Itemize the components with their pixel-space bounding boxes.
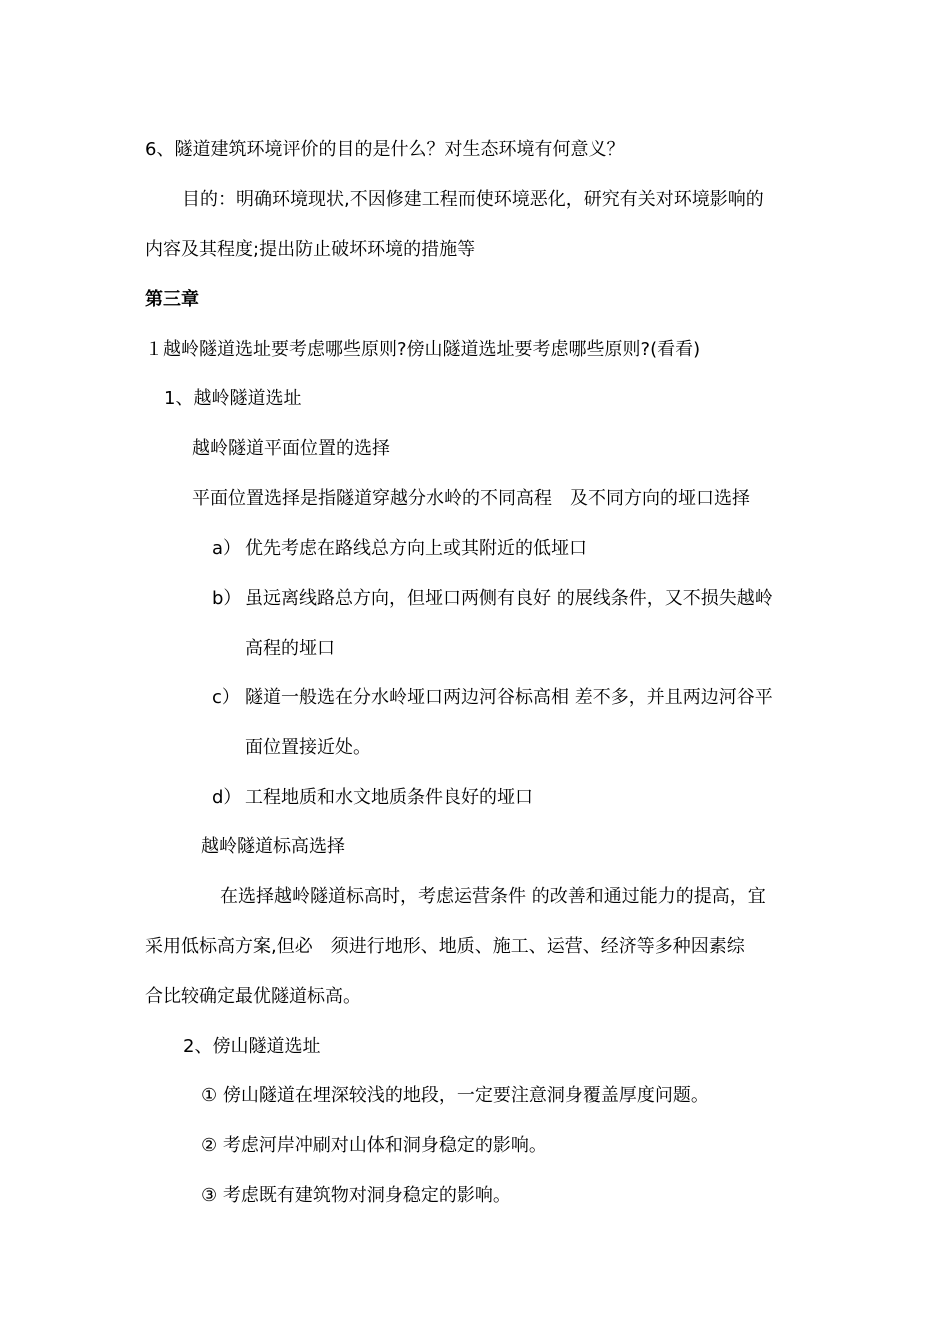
answer-6-line-1: 目的：明确环境现状,不因修建工程而使环境恶化，研究有关对环境影响的 bbox=[182, 189, 764, 210]
elevation-paragraph-line-3: 合比较确定最优隧道标高。 bbox=[145, 986, 361, 1007]
elevation-paragraph-line-2: 采用低标高方案,但必 须进行地形、地质、施工、运营、经济等多种因素综 bbox=[145, 936, 745, 957]
answer-6-line-2: 内容及其程度;提出防止破坏环境的措施等 bbox=[145, 239, 476, 260]
list-item-text-continued: 面位置接近处。 bbox=[245, 737, 371, 758]
list-item-text: 优先考虑在路线总方向上或其附近的低垭口 bbox=[245, 538, 587, 559]
section-2-point: ① 傍山隧道在埋深较浅的地段，一定要注意洞身覆盖厚度问题。 bbox=[201, 1085, 709, 1106]
list-item-marker: d） bbox=[212, 787, 242, 808]
chapter-heading: 第三章 bbox=[145, 289, 199, 310]
section-1-plane-intro: 平面位置选择是指隧道穿越分水岭的不同高程 及不同方向的垭口选择 bbox=[192, 488, 750, 509]
list-item-marker: c） bbox=[212, 687, 240, 708]
section-1-subtitle-plane: 越岭隧道平面位置的选择 bbox=[192, 438, 390, 459]
list-item-text: 虽远离线路总方向，但垭口两侧有良好 的展线条件，又不损失越岭 bbox=[245, 588, 773, 609]
section-1-subtitle-elevation: 越岭隧道标高选择 bbox=[201, 836, 345, 857]
list-item-text-continued: 高程的垭口 bbox=[245, 638, 335, 659]
section-2-point: ② 考虑河岸冲刷对山体和洞身稳定的影响。 bbox=[201, 1135, 547, 1156]
list-item-marker: a） bbox=[212, 538, 242, 559]
elevation-paragraph-line-1: 在选择越岭隧道标高时，考虑运营条件 的改善和通过能力的提高，宜 bbox=[220, 886, 766, 907]
list-item-text: 工程地质和水文地质条件良好的垭口 bbox=[245, 787, 533, 808]
list-item-marker: b） bbox=[212, 588, 242, 609]
section-2-point: ③ 考虑既有建筑物对洞身稳定的影响。 bbox=[201, 1185, 511, 1206]
chapter3-question-1: １越岭隧道选址要考虑哪些原则?傍山隧道选址要考虑哪些原则?(看看) bbox=[145, 339, 701, 360]
list-item-text: 隧道一般选在分水岭垭口两边河谷标高相 差不多，并且两边河谷平 bbox=[245, 687, 773, 708]
question-6: 6、隧道建筑环境评价的目的是什么？对生态环境有何意义？ bbox=[145, 139, 625, 160]
section-2-title: 2、傍山隧道选址 bbox=[183, 1036, 321, 1057]
section-1-title: 1、越岭隧道选址 bbox=[164, 388, 302, 409]
